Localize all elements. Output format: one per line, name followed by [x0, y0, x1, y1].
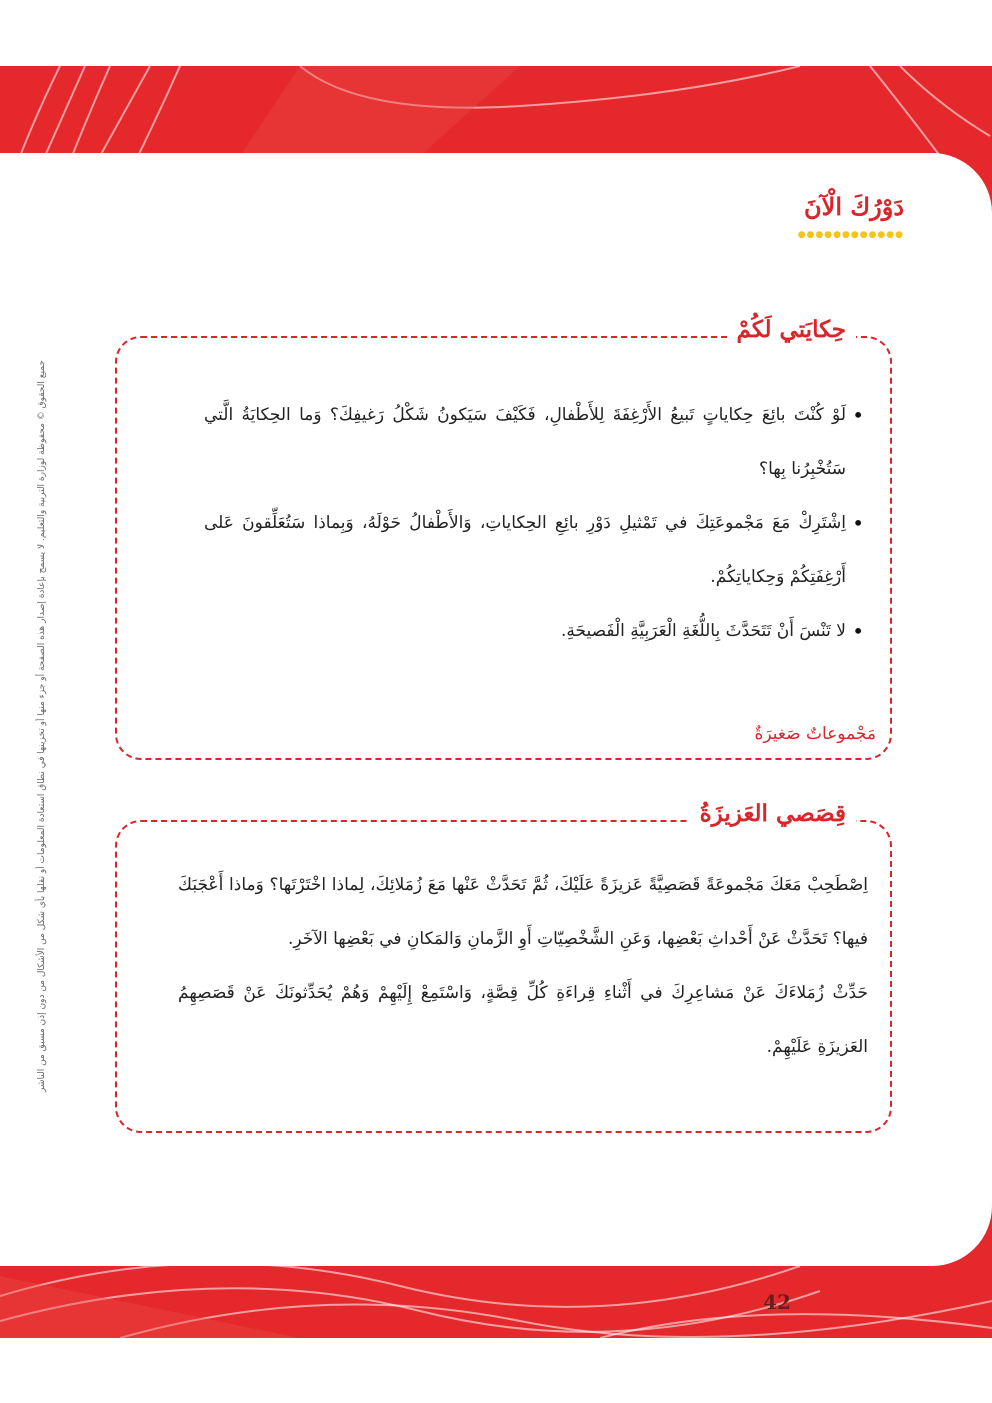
activity-box-dear-stories [115, 800, 892, 1133]
list-item: • لَوْ كُنْتَ بائِعَ حِكاياتٍ تَبيعُ الأَرْغِفَةَ لِلأَطْفالِ، فَكَيْفَ سَيَكونُ شَكْلُ رَغيفِكَ؟ وَما الحِكايَةُ الَّتي سَتُخْبِرُنا بِها؟ [204, 388, 864, 496]
bullet-list [204, 388, 864, 658]
box-title: حِكايَتي لَكُمْ [727, 316, 856, 343]
paragraph: حَدِّثْ زُمَلاءَكَ عَنْ مَشاعِرِكَ في أَثْناءِ قِراءَةِ كُلِّ قِصَّةٍ، وَاسْتَمِعْ إِلَيْهِمْ وَهُمْ يُحَدِّثونَكَ عَنْ قَصَصِهِمُ العَزيزَةِ عَلَيْهِمْ. [178, 983, 868, 1057]
list-item: • اِشْتَرِكْ مَعَ مَجْموعَتِكَ في تَمْثيلِ دَوْرِ بائِعِ الحِكاياتِ، وَالأَطْفالُ حَوْلَهُ، وَبِماذا سَتُعَلِّقونَ عَلى أَرْغِفَتِكُمْ وَحِكاياتِكُمْ. [204, 496, 864, 604]
instructions-text [178, 858, 868, 1074]
title-underline-dots: ●●●●●●●●●●●● [797, 230, 904, 240]
list-item: • لا تَنْسَ أَنْ تَتَحَدَّثَ بِاللُّغَةِ الْعَرَبِيَّةِ الْفَصيحَةِ. [204, 604, 864, 658]
page-number: 42 [763, 1290, 791, 1314]
section-title: دَوْرُكَ الْآنَ [804, 192, 904, 221]
copyright-note: جميع الحقوق © محفوظة لوزارة التربية والتعليم. لا يسمح بإعادة إصدار هذه الصفحة أو جزء منها أو تخزينها في نطاق استعادة المعلومات أو نقلها بأي شكل من الأشكال من دون إذن مسبق من الناشر [37, 360, 47, 1092]
box-title: قِصَصي العَزيزَةُ [690, 800, 856, 827]
paragraph: اِصْطَحِبْ مَعَكَ مَجْموعَةً قَصَصِيَّةً عَزيزَةً عَلَيْكَ، ثُمَّ تَحَدَّثْ عَنْها مَعَ زُمَلائِكَ، لِماذا اخْتَرْتَها؟ وَماذا أَعْجَبَكَ فيها؟ تَحَدَّثْ عَنْ أَحْداثِ بَعْضِها، وَعَنِ الشَّخْصِيّاتِ أَوِ الزَّمانِ وَالمَكانِ في بَعْضِها الآخَرِ. [178, 875, 868, 949]
group-type-label: مَجْموعاتٌ صَغيرَةٌ [754, 724, 876, 744]
activity-box-my-story [115, 316, 892, 760]
